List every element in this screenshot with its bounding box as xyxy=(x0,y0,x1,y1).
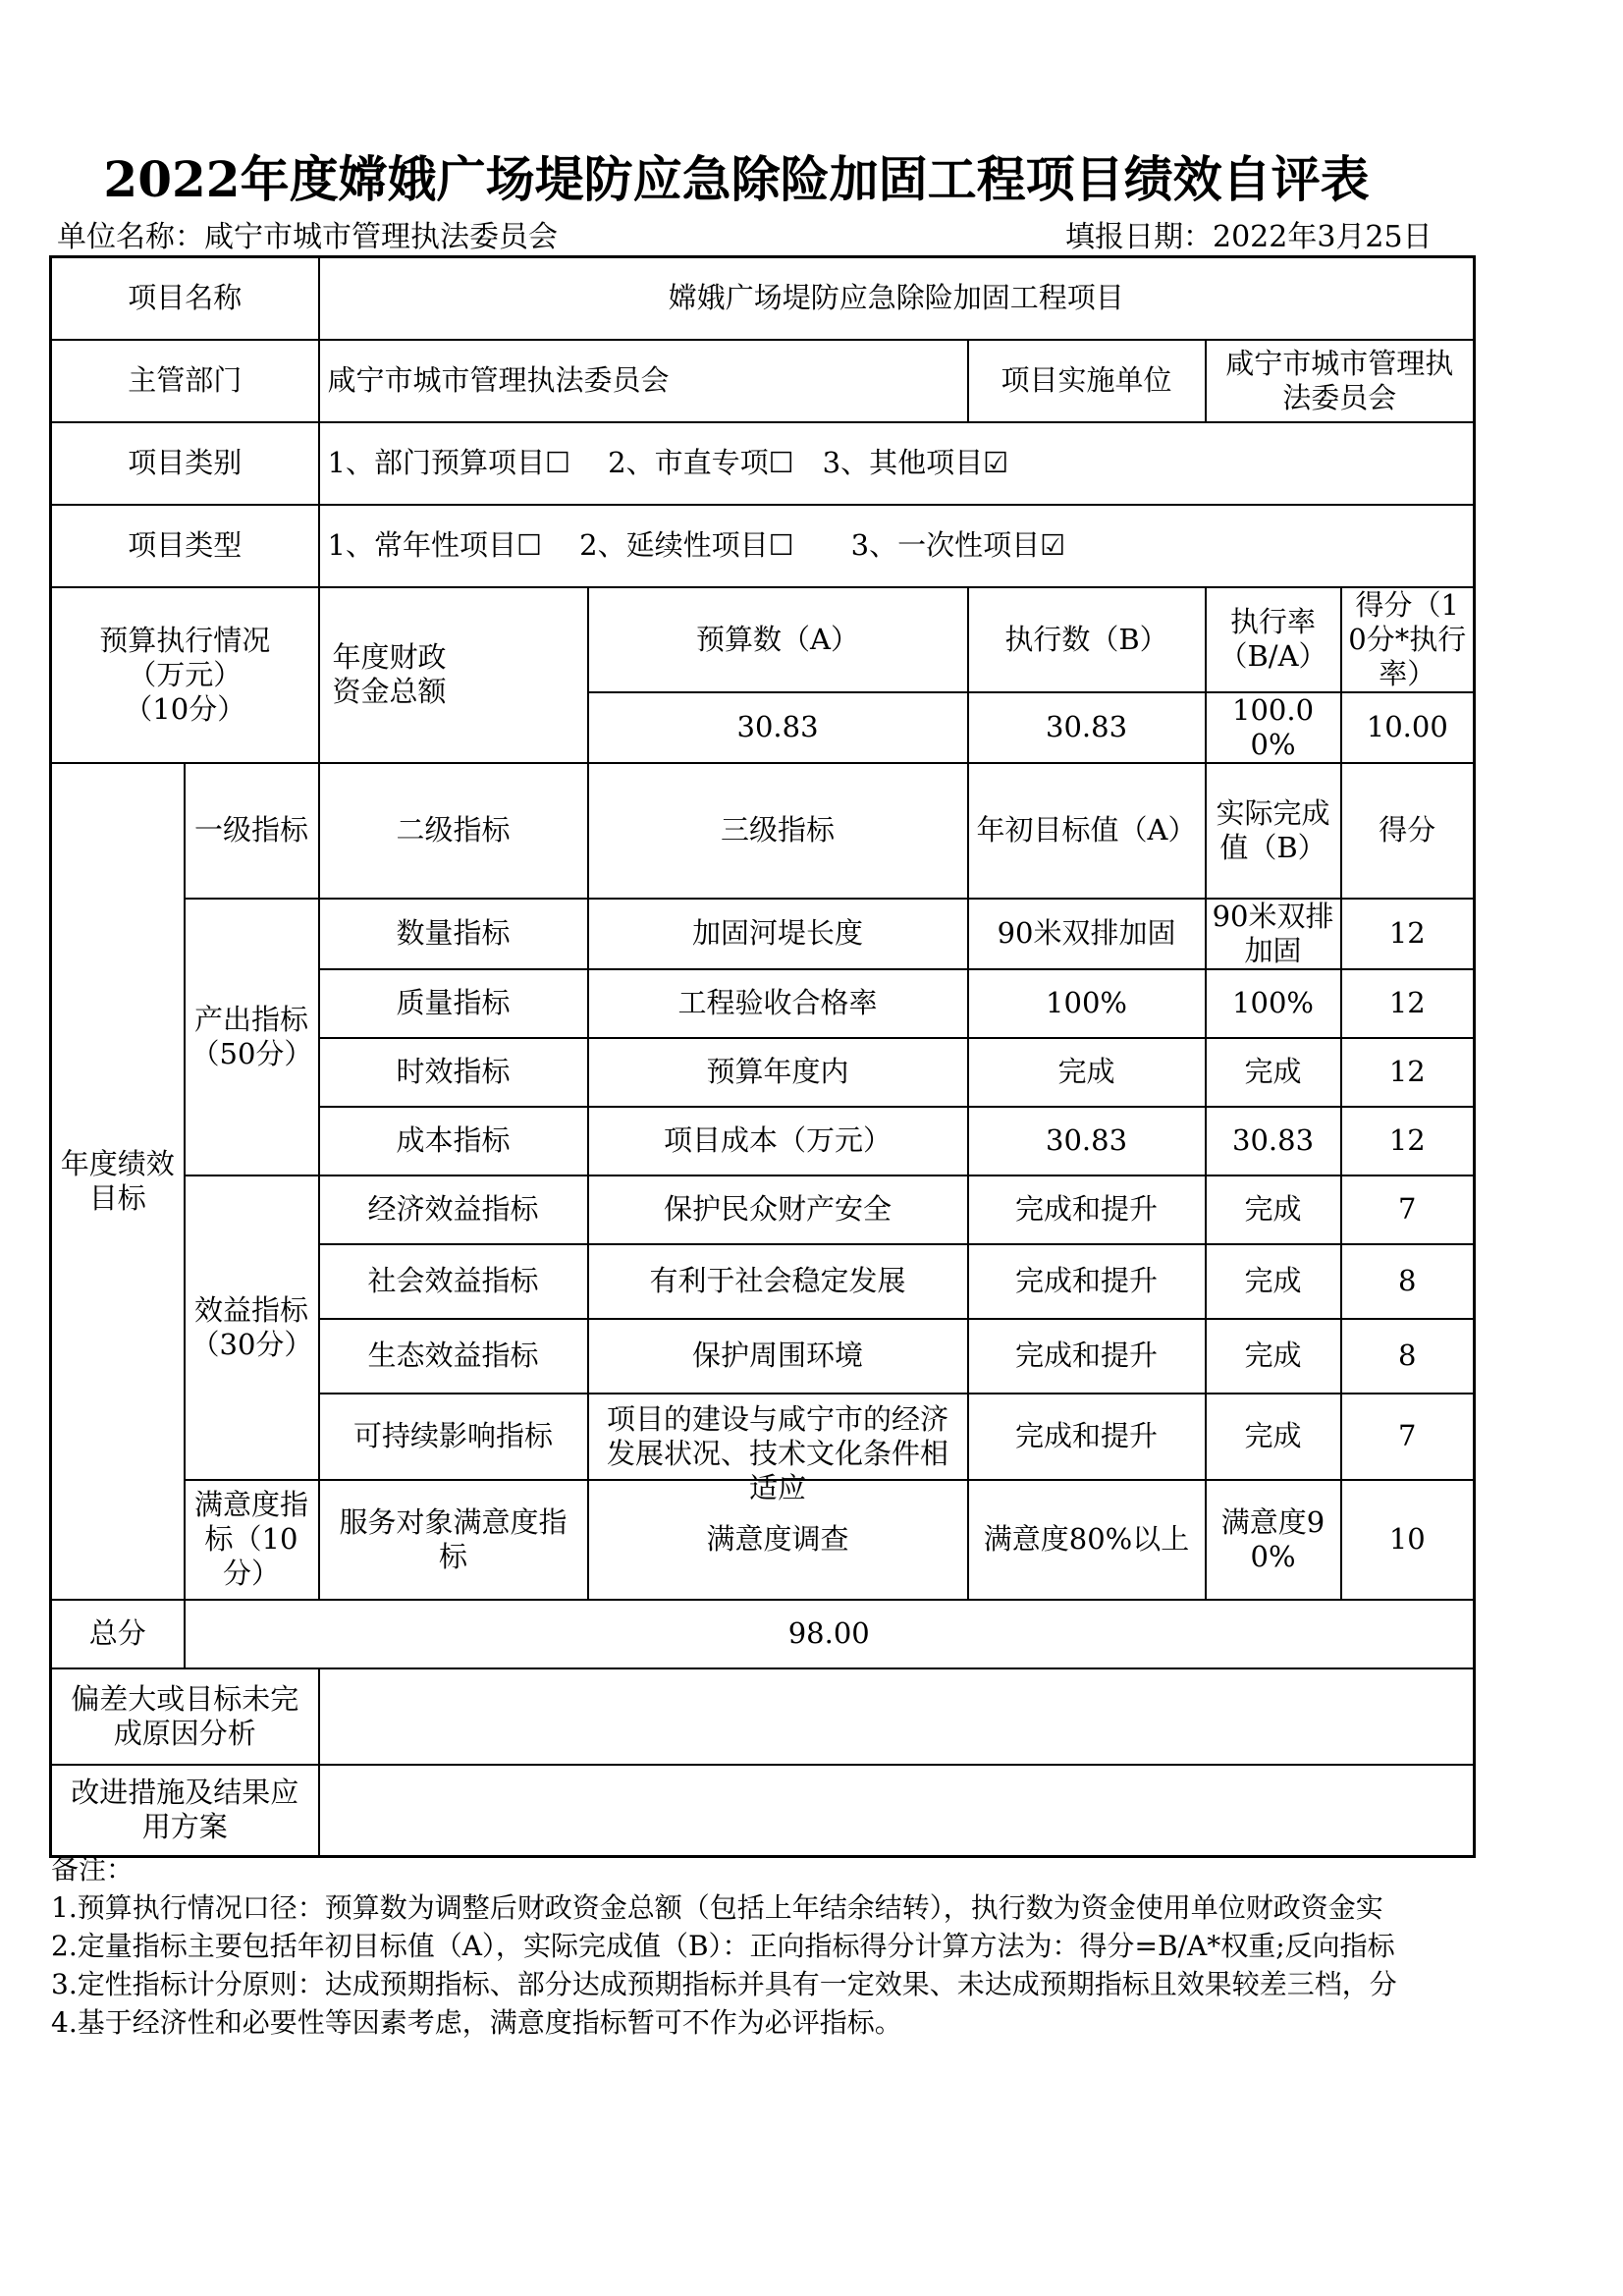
indicator-level2: 可持续影响指标 xyxy=(319,1394,588,1480)
unit-name: 单位名称：咸宁市城市管理执法委员会 xyxy=(57,220,558,254)
budget-header-rate: 执行率（B/A） xyxy=(1206,587,1341,692)
deviation-value xyxy=(319,1668,1475,1765)
group-output: 产出指标（50分） xyxy=(185,899,319,1175)
category-options: 1、部门预算项目☐ 2、市直专项☐ 3、其他项目☑ xyxy=(319,422,1475,505)
indicator-actual: 30.83 xyxy=(1206,1107,1341,1175)
budget-label-line1: 预算执行情况 xyxy=(99,623,271,657)
perf-header-target: 年初目标值（A） xyxy=(968,763,1206,899)
indicator-level2: 数量指标 xyxy=(319,899,588,969)
budget-label-line3: （10分） xyxy=(124,691,246,726)
indicator-target: 完成 xyxy=(968,1038,1206,1107)
indicator-target: 100% xyxy=(968,969,1206,1038)
annual-funds-text: 年度财政资金总额 xyxy=(332,640,447,708)
indicator-level3: 预算年度内 xyxy=(588,1038,968,1107)
indicator-score: 7 xyxy=(1341,1175,1475,1244)
indicator-target: 完成和提升 xyxy=(968,1394,1206,1480)
indicator-score: 12 xyxy=(1341,1107,1475,1175)
indicator-level3: 项目成本（万元） xyxy=(588,1107,968,1175)
indicator-target: 满意度80%以上 xyxy=(968,1480,1206,1600)
indicator-actual: 满意度90% xyxy=(1206,1480,1341,1600)
budget-label-line2: （万元） xyxy=(128,657,243,691)
perf-header-level3: 三级指标 xyxy=(588,763,968,899)
page-title: 2022年度嫦娥广场堤防应急除险加固工程项目绩效自评表 xyxy=(103,150,1370,208)
perf-header-score: 得分 xyxy=(1341,763,1475,899)
note-item: 1.预算执行情况口径：预算数为调整后财政资金总额（包括上年结余结转），执行数为资金使用单位财政资金实 xyxy=(51,1891,1383,1924)
dept-label: 主管部门 xyxy=(51,340,319,422)
indicator-target: 90米双排加固 xyxy=(968,899,1206,969)
improve-label: 改进措施及结果应用方案 xyxy=(51,1765,319,1857)
indicator-actual: 完成 xyxy=(1206,1244,1341,1319)
indicator-level3: 有利于社会稳定发展 xyxy=(588,1244,968,1319)
group-satisfaction: 满意度指 标（10分） xyxy=(185,1480,319,1600)
indicator-level3 xyxy=(588,1394,968,1504)
budget-value-rate: 100.00% xyxy=(1206,692,1341,763)
perf-header-actual: 实际完成值（B） xyxy=(1206,763,1341,899)
note-item: 2.定量指标主要包括年初目标值（A），实际完成值（B）：正向指标得分计算方法为：得分=B/A*权重;反向指标 xyxy=(51,1930,1395,1962)
notes xyxy=(51,1850,1475,2042)
budget-header-score: 得分（10分*执行率） xyxy=(1341,587,1475,692)
indicator-score: 7 xyxy=(1341,1394,1475,1480)
indicator-score: 12 xyxy=(1341,1038,1475,1107)
report-date: 填报日期：2022年3月25日 xyxy=(1065,220,1433,254)
indicator-target: 完成和提升 xyxy=(968,1319,1206,1394)
total-score: 98.00 xyxy=(185,1600,1475,1668)
project-name: 嫦娥广场堤防应急除险加固工程项目 xyxy=(319,257,1475,340)
indicator-score: 8 xyxy=(1341,1319,1475,1394)
indicator-level2: 质量指标 xyxy=(319,969,588,1038)
indicator-target: 完成和提升 xyxy=(968,1244,1206,1319)
note-item: 4.基于经济性和必要性等因素考虑，满意度指标暂可不作为必评指标。 xyxy=(51,2006,902,2039)
impl-label: 项目实施单位 xyxy=(968,340,1206,422)
budget-header-b: 执行数（B） xyxy=(968,587,1206,692)
type-label: 项目类型 xyxy=(51,505,319,587)
indicator-score: 10 xyxy=(1341,1480,1475,1600)
indicator-level2: 成本指标 xyxy=(319,1107,588,1175)
type-options: 1、常年性项目☐ 2、延续性项目☐ 3、一次性项目☑ xyxy=(319,505,1475,587)
indicator-level2: 服务对象满意度指标 xyxy=(319,1480,588,1600)
indicator-target: 完成和提升 xyxy=(968,1175,1206,1244)
indicator-level3: 保护周围环境 xyxy=(588,1319,968,1394)
project-name-label: 项目名称 xyxy=(51,257,319,340)
indicator-level3: 工程验收合格率 xyxy=(588,969,968,1038)
budget-value-a: 30.83 xyxy=(588,692,968,763)
total-label: 总分 xyxy=(51,1600,185,1668)
note-item: 3.定性指标计分原则：达成预期指标、部分达成预期指标并具有一定效果、未达成预期指标且效果较差三档，分 xyxy=(51,1968,1397,2000)
indicator-target: 30.83 xyxy=(968,1107,1206,1175)
indicator-actual: 完成 xyxy=(1206,1038,1341,1107)
dept-value: 咸宁市城市管理执法委员会 xyxy=(319,340,968,422)
indicator-level2: 时效指标 xyxy=(319,1038,588,1107)
impl-value: 咸宁市城市管理执法委员会 xyxy=(1206,340,1475,422)
deviation-label: 偏差大或目标未完成原因分析 xyxy=(51,1668,319,1765)
annual-funds-label xyxy=(319,587,588,763)
category-label: 项目类别 xyxy=(51,422,319,505)
indicator-level3: 满意度调查 xyxy=(588,1480,968,1600)
indicator-actual: 完成 xyxy=(1206,1394,1341,1480)
budget-value-score: 10.00 xyxy=(1341,692,1475,763)
budget-value-b: 30.83 xyxy=(968,692,1206,763)
indicator-level3-text: 项目的建设与咸宁市的经济发展状况、技术文化条件相适应 xyxy=(607,1401,949,1504)
indicator-score: 8 xyxy=(1341,1244,1475,1319)
indicator-level2: 社会效益指标 xyxy=(319,1244,588,1319)
group-benefit: 效益指标（30分） xyxy=(185,1175,319,1480)
improve-value xyxy=(319,1765,1475,1857)
notes-heading: 备注： xyxy=(51,1853,135,1886)
indicator-level3: 保护民众财产安全 xyxy=(588,1175,968,1244)
indicator-actual: 100% xyxy=(1206,969,1341,1038)
perf-section-label: 年度绩效目标 xyxy=(51,763,185,1600)
indicator-score: 12 xyxy=(1341,969,1475,1038)
indicator-level2: 生态效益指标 xyxy=(319,1319,588,1394)
perf-header-level1: 一级指标 xyxy=(185,763,319,899)
indicator-score: 12 xyxy=(1341,899,1475,969)
indicator-actual: 完成 xyxy=(1206,1319,1341,1394)
indicator-actual: 90米双排加固 xyxy=(1206,899,1341,969)
perf-header-level2: 二级指标 xyxy=(319,763,588,899)
budget-label xyxy=(51,587,319,763)
budget-header-a: 预算数（A） xyxy=(588,587,968,692)
indicator-actual: 完成 xyxy=(1206,1175,1341,1244)
evaluation-table xyxy=(49,255,1476,1858)
indicator-level2: 经济效益指标 xyxy=(319,1175,588,1244)
indicator-level3: 加固河堤长度 xyxy=(588,899,968,969)
